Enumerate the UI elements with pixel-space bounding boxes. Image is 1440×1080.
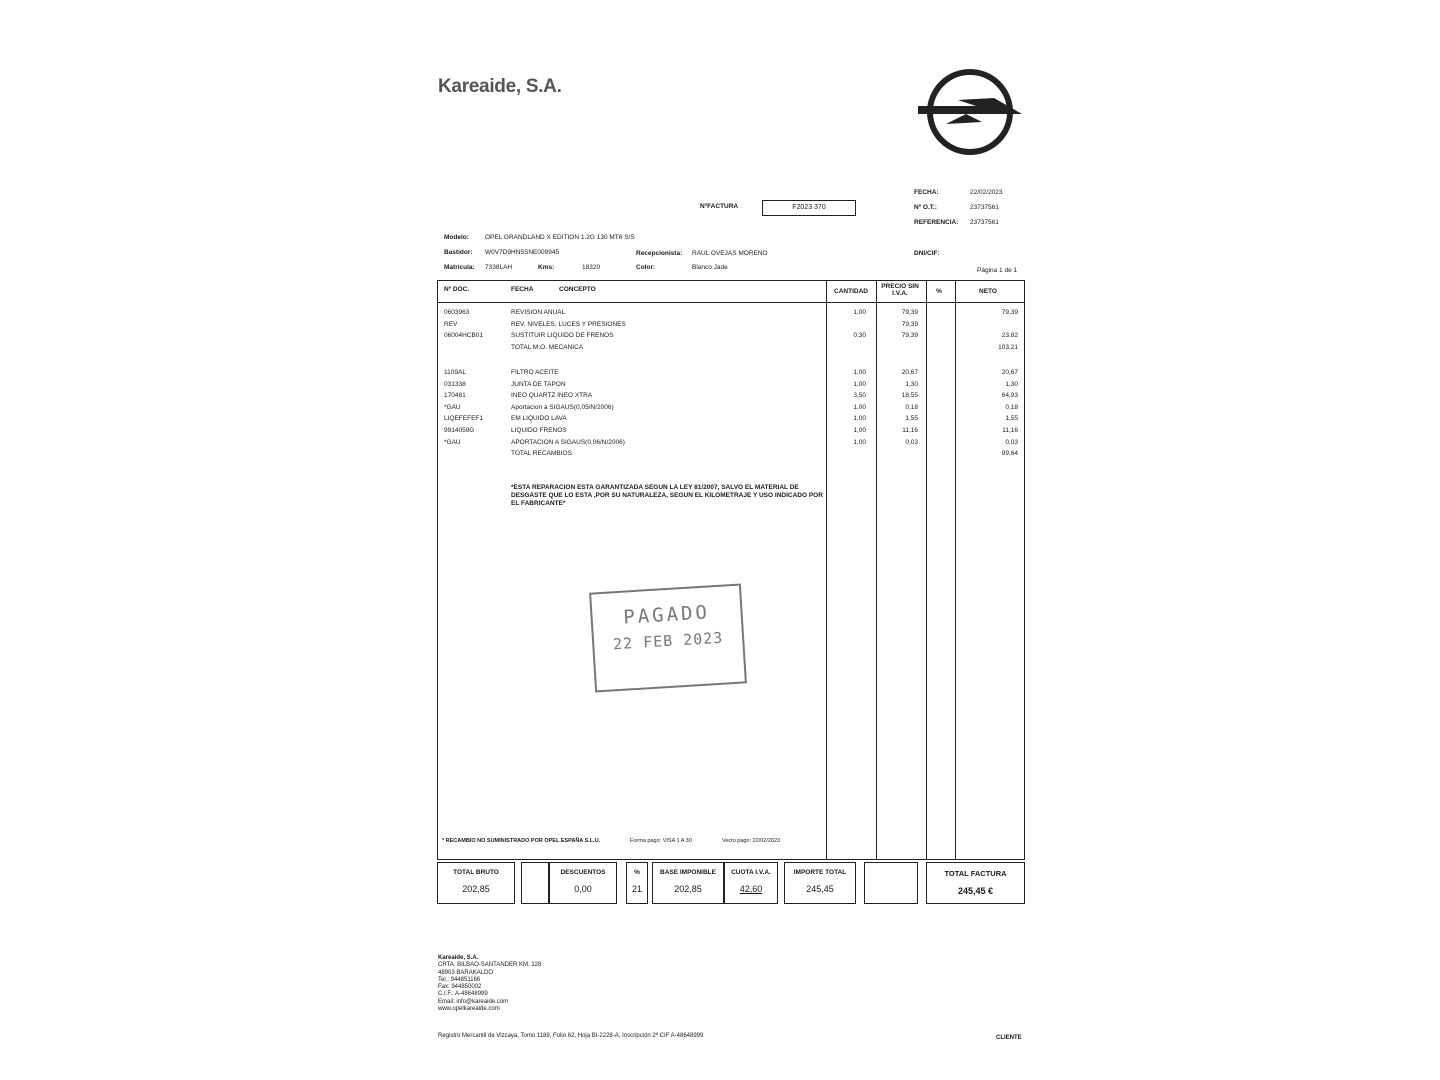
footer-line: Email: info@kareaide.com: [438, 998, 509, 1005]
footer-line: Kareaide, S.A.: [438, 955, 479, 961]
company-address: [438, 955, 541, 1013]
line-cantidad: 1,00: [853, 380, 866, 388]
base-imponible-box: [652, 862, 724, 904]
line-concepto: TOTAL M.O. MECANICA: [511, 343, 584, 351]
line-precio: 11,16: [902, 426, 918, 434]
registro-mercantil: Registro Mercantil de Vizcaya, Tomo 1189, Folio 62, Hoja BI-2228-A, Inscripción 2ª CIF A-48648999: [438, 1033, 704, 1039]
total-bruto-label: TOTAL BRUTO: [453, 869, 499, 876]
stamp-text: PAGADO: [622, 601, 711, 629]
fecha-pago: Vecto pago: 22/02/2023: [722, 838, 781, 844]
line-neto: 103,21: [998, 343, 1018, 351]
line-cantidad: 0,30: [853, 332, 866, 340]
header-precio: PRECIO SIN I.V.A.: [881, 283, 919, 297]
line-cantidad: [826, 319, 866, 331]
line-doc: 9914059G: [444, 426, 475, 434]
bastidor-label: Bastidor:: [444, 249, 473, 256]
paid-stamp: [589, 583, 747, 692]
pct-box: [626, 862, 648, 904]
line-cantidad: [826, 342, 866, 354]
line-doc: REV: [444, 320, 458, 328]
line-precio: 20,67: [901, 369, 918, 376]
line-neto: 11,16: [1002, 426, 1018, 434]
line-concepto: Aportacion a SIGAUS(0,05/N/2006): [511, 403, 614, 411]
line-cantidad: [826, 448, 866, 460]
cuota-iva-box: [724, 862, 778, 904]
line-concepto: TOTAL RECAMBIOS: [511, 450, 572, 458]
column-doc: [444, 307, 504, 353]
forma-pago: Forma pago: VISA 1 A 30: [630, 838, 692, 844]
empty-total-box: [521, 862, 549, 904]
line-cantidad: 1,00: [853, 309, 866, 316]
line-neto: 64,93: [1001, 392, 1018, 400]
importe-label: IMPORTE TOTAL: [793, 869, 847, 876]
column-concepto: [511, 367, 811, 460]
line-precio: 79,39: [901, 320, 918, 328]
bastidor-value: W0V7D9HN5SNE009945: [485, 249, 560, 256]
cuota-label: CUOTA I.V.A.: [731, 869, 771, 876]
line-precio: 79,39: [901, 309, 918, 316]
footer-line: C.I.F.: A-48648999: [438, 991, 488, 998]
opel-logo-icon: [914, 66, 1026, 158]
empty-total-box: [864, 862, 918, 904]
page-number: Página 1 de 1: [977, 267, 1018, 274]
line-doc: 031338: [444, 380, 466, 388]
header-fecha: FECHA: [511, 286, 534, 293]
recambio-note: * RECAMBIO NO SUMINISTRADO POR OPEL ESPAÑA S.L.U.: [442, 838, 601, 844]
line-precio: [876, 448, 918, 460]
line-concepto: JUNTA DE TAPON: [511, 380, 566, 388]
line-neto: 1,55: [1005, 415, 1018, 423]
line-cantidad: 3,50: [853, 392, 866, 400]
total-factura-box: [926, 862, 1025, 904]
line-precio: 79,39: [901, 332, 918, 340]
line-doc: [444, 342, 504, 354]
line-concepto: REVISION ANUAL: [511, 309, 566, 316]
factura-label: NºFACTURA: [700, 203, 739, 210]
column-neto: [964, 367, 1018, 460]
importe-value: 245,45: [806, 884, 834, 894]
line-neto: 79,39: [1001, 309, 1018, 316]
header-doc: Nº DOC.: [444, 286, 470, 293]
line-doc: [444, 448, 504, 460]
copy-label: CLIENTE: [996, 1035, 1022, 1041]
line-neto: 99,64: [1001, 450, 1018, 458]
total-factura-value: 245,45 €: [957, 886, 994, 896]
line-cantidad: 1,00: [853, 403, 866, 411]
cuota-value: 42,60: [739, 884, 763, 894]
line-concepto: LIQUIDO FRENOS: [511, 426, 567, 434]
ot-label: Nº O.T.:: [914, 204, 937, 211]
factura-number-box: F2023 370: [762, 200, 856, 216]
line-precio: 18,55: [901, 392, 918, 400]
pct-label: %: [634, 869, 640, 876]
total-factura-label: TOTAL FACTURA: [944, 869, 1007, 878]
line-concepto: SUSTITUIR LIQUIDO DE FRENOS: [511, 332, 614, 340]
header-concepto: CONCEPTO: [559, 286, 596, 293]
line-neto: 20,67: [1001, 369, 1018, 376]
dni-label: DNI/CIF:: [914, 250, 940, 257]
line-doc: LIQEFEFEF1: [444, 415, 484, 423]
line-concepto: EM LIQUIDO LAVA: [511, 415, 567, 423]
header-cantidad: CANTIDAD: [834, 288, 868, 295]
column-neto: [964, 307, 1018, 353]
line-precio: 1,55: [905, 415, 918, 423]
line-doc: *GAU: [444, 438, 461, 446]
descuentos-box: [549, 862, 617, 904]
footer-line: 48903 BARAKALDO: [438, 969, 494, 976]
line-concepto: APORTACION A SIGAUS(0,06/N/2006): [511, 438, 625, 446]
total-bruto-box: [437, 862, 515, 904]
color-value: Blanco Jade: [692, 264, 728, 271]
guarantee-note: *ESTA REPARACION ESTA GARANTIZADA SEGUN LA LEY 81/2007, SALVO EL MATERIAL DE DESGASTE QUE LO ESTA ,POR SU NATURALEZA, SEGUN EL KILOMETRAJE Y USO INDICADO POR EL FABRICANTE*: [511, 484, 823, 508]
line-doc: 170481: [444, 392, 466, 400]
referencia-label: REFERENCIA:: [914, 219, 959, 226]
company-name: Kareaide, S.A.: [438, 76, 562, 97]
line-doc: 1109AL: [444, 369, 466, 376]
column-concepto: [511, 307, 811, 353]
base-label: BASE IMPONIBLE: [660, 869, 716, 876]
recepcionista-label: Recepcionista:: [636, 250, 683, 257]
line-concepto: REV. NIVELES, LUCES Y PRESIONES: [511, 320, 626, 328]
line-precio: 0,03: [905, 438, 918, 446]
line-neto: 0,03: [1005, 438, 1018, 446]
referencia-value: 23737561: [970, 219, 999, 226]
footer-line: Fax: 944850002: [438, 984, 482, 991]
descuentos-label: DESCUENTOS: [560, 869, 606, 876]
matricula-label: Matrícula:: [444, 264, 475, 271]
line-concepto: INEO QUARTZ INEO XTRA: [511, 392, 593, 400]
modelo-label: Modelo:: [444, 234, 469, 241]
kms-label: Kms:: [538, 264, 555, 271]
recepcionista-value: RAUL OVEJAS MORENO: [692, 250, 768, 257]
header-neto: NETO: [979, 288, 997, 295]
importe-total-box: [784, 862, 856, 904]
fecha-label: FECHA:: [914, 189, 939, 196]
kms-value: 18320: [582, 264, 601, 271]
table-header-divider: [438, 302, 1024, 303]
line-cantidad: 1,00: [853, 438, 866, 446]
ot-value: 23737561: [970, 204, 999, 211]
line-doc: 06004HCB01: [444, 332, 484, 340]
stamp-date: 22 FEB 2023: [612, 628, 724, 654]
line-cantidad: 1,00: [853, 426, 866, 434]
col-divider: [926, 281, 927, 859]
line-neto: 0,18: [1005, 403, 1018, 411]
color-label: Color:: [636, 264, 656, 271]
matricula-value: 7338LAH: [485, 264, 513, 271]
line-cantidad: 1,00: [853, 415, 866, 423]
line-doc: *GAU: [444, 403, 461, 411]
footer-line: Tel.: 944851166: [438, 976, 481, 983]
column-precio: [876, 307, 918, 353]
header-dto: %: [936, 288, 942, 295]
col-divider: [955, 281, 956, 859]
line-concepto: FILTRO ACEITE: [511, 369, 559, 376]
base-value: 202,85: [674, 884, 702, 894]
line-doc: 0603963: [444, 309, 470, 316]
pct-value: 21: [631, 884, 642, 894]
column-doc: [444, 367, 504, 460]
line-neto: 23,82: [1001, 332, 1018, 340]
descuentos-value: 0,00: [574, 884, 592, 894]
line-neto: 1,30: [1005, 380, 1018, 388]
footer-line: CRTA. BILBAO-SANTANDER KM. 128: [438, 962, 542, 969]
line-neto: [964, 319, 1018, 331]
footer-line: www.opelkareaide.com: [438, 1006, 500, 1013]
line-precio: 1,30: [905, 380, 918, 388]
total-bruto-value: 202,85: [462, 884, 490, 894]
column-cantidad: [826, 367, 866, 460]
column-precio: [876, 367, 918, 460]
line-precio: [876, 342, 918, 354]
column-cantidad: [826, 307, 866, 353]
modelo-value: OPEL GRANDLAND X EDITION 1.2G 130 MT6 S/S: [485, 234, 635, 241]
line-cantidad: 1,00: [853, 369, 866, 376]
line-precio: 0,18: [905, 403, 918, 411]
fecha-value: 22/02/2023: [970, 189, 1003, 196]
